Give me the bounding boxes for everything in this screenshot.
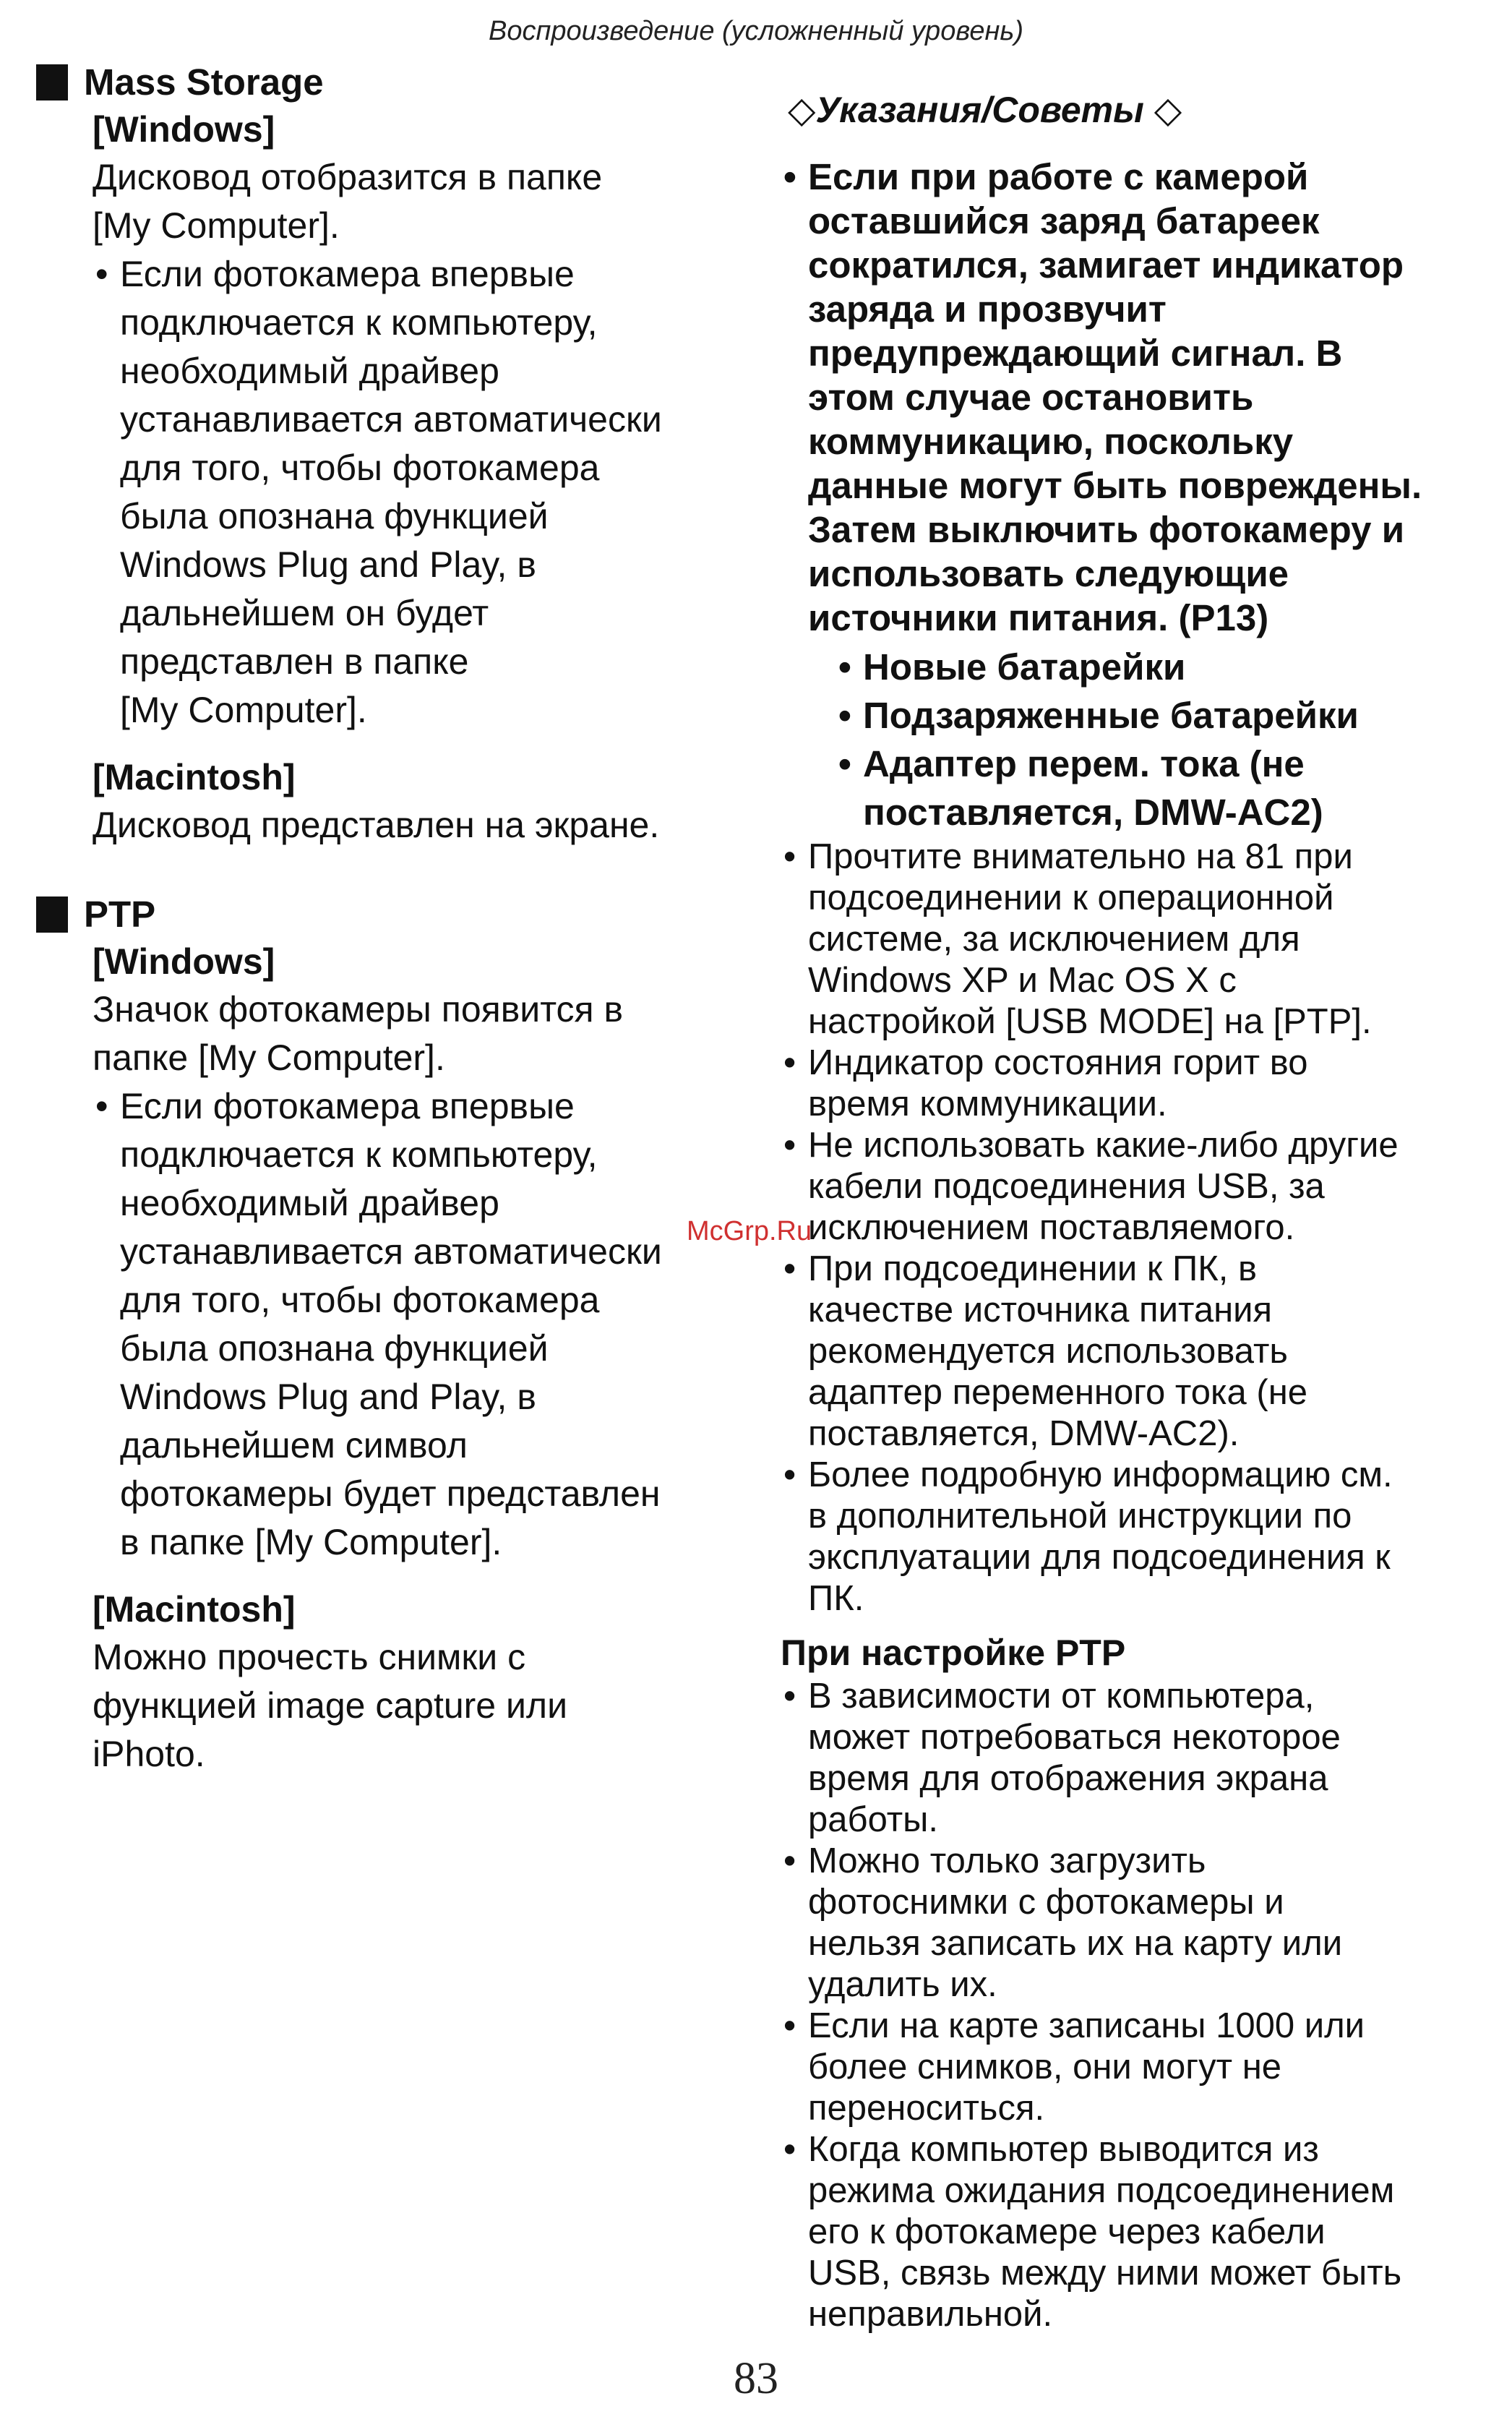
text-line: Windows Plug and Play, в	[120, 544, 536, 585]
list-item	[836, 691, 1503, 740]
text-line: сократился, замигает индикатор	[808, 244, 1404, 286]
left-column	[36, 59, 766, 1779]
text-line: в папке [My Computer].	[120, 1522, 502, 1562]
text-line: источники питания. (P13)	[808, 597, 1269, 638]
diamond-icon: ◇	[788, 90, 816, 130]
text-line: представлен в папке	[120, 641, 469, 682]
text-line: • Когда компьютер выводится из	[808, 2130, 1319, 2169]
text-line: заряда и прозвучит	[808, 288, 1167, 330]
list-item	[781, 1676, 1503, 1841]
text-line: время коммуникации.	[808, 1084, 1167, 1124]
ptp-title: PTP	[84, 894, 156, 935]
tips-heading	[788, 87, 1503, 133]
text-line: устанавливается автоматически	[120, 1231, 662, 1272]
notes-list	[781, 836, 1503, 1619]
list-item	[93, 250, 766, 735]
text-line: для того, чтобы фотокамера	[120, 1280, 600, 1320]
text-line: качестве источника питания	[808, 1291, 1273, 1330]
list-item	[781, 2129, 1503, 2335]
list-item	[781, 1249, 1503, 1455]
ptp-heading	[36, 891, 766, 938]
list-item	[781, 1043, 1503, 1125]
text-line: удалить их.	[808, 1965, 997, 2004]
running-header: Воспроизведение (усложненный уровень)	[488, 16, 1024, 46]
text-line: адаптер переменного тока (не	[808, 1373, 1308, 1412]
text-line: рекомендуется использовать	[808, 1332, 1288, 1371]
square-bullet-icon	[36, 64, 68, 100]
mass-storage-bullets	[93, 250, 766, 735]
diamond-icon: ◇	[1154, 90, 1182, 130]
text-line: в дополнительной инструкции по	[808, 1497, 1352, 1536]
text-line: • Прочтите внимательно на 81 при	[808, 837, 1353, 876]
text-line: фотокамеры будет представлен	[120, 1473, 661, 1514]
text-line: папке [My Computer].	[93, 1037, 445, 1078]
square-bullet-icon	[36, 896, 68, 933]
text-line: Дисковод отобразится в папке	[93, 157, 603, 197]
text-line: Windows XP и Mac OS X с	[808, 961, 1237, 1000]
text-line: • В зависимости от компьютера,	[808, 1677, 1315, 1716]
ptp-windows-text	[93, 985, 766, 1082]
text-line: • Если на карте записаны 1000 или	[808, 2006, 1365, 2045]
text-line: кабели подсоединения USB, за	[808, 1167, 1325, 1206]
text-line: дальнейшем символ	[120, 1425, 468, 1465]
text-line: • При подсоединении к ПК, в	[808, 1249, 1257, 1288]
text-line: • Адаптер перем. тока (не	[863, 743, 1305, 784]
power-source-list	[836, 643, 1503, 836]
mass-storage-heading	[36, 59, 766, 106]
text-line: [My Computer].	[120, 690, 367, 730]
text-line: подключается к компьютеру,	[120, 302, 598, 343]
text-line: функцией image capture или	[93, 1685, 568, 1726]
mass-storage-mac-text: Дисковод представлен на экране.	[93, 805, 660, 845]
ptp-windows-label: [Windows]	[93, 941, 275, 982]
list-item	[836, 740, 1503, 836]
list-item	[781, 1841, 1503, 2006]
ptp-mac-text	[93, 1633, 766, 1779]
text-line: iPhoto.	[93, 1734, 205, 1774]
text-line: Затем выключить фотокамеру и	[808, 509, 1405, 550]
ptp-notes-list	[781, 1676, 1503, 2335]
text-line: дальнейшем он будет	[120, 593, 489, 633]
text-line: необходимый драйвер	[120, 1183, 499, 1223]
text-line: нельзя записать их на карту или	[808, 1924, 1343, 1963]
list-item	[836, 643, 1503, 691]
text-line: подключается к компьютеру,	[120, 1134, 598, 1175]
text-line: подсоединении к операционной	[808, 878, 1334, 917]
mass-storage-title: Mass Storage	[84, 61, 324, 103]
text-line: • Более подробную информацию см.	[808, 1455, 1393, 1494]
text-line: • Не использовать какие-либо другие	[808, 1126, 1399, 1165]
text-line: [My Computer].	[93, 205, 340, 246]
tips-title: Указания/Советы	[815, 90, 1144, 130]
mass-storage-mac-label: [Macintosh]	[93, 757, 296, 797]
text-line: фотоснимки с фотокамеры и	[808, 1883, 1284, 1922]
watermark: McGrp.Ru	[687, 1216, 812, 1246]
text-line: • Новые батарейки	[863, 646, 1186, 688]
mass-storage-windows-text	[93, 153, 766, 250]
text-line: была опознана функцией	[120, 1328, 549, 1369]
ptp-body	[93, 938, 766, 1779]
text-line: данные могут быть повреждены.	[808, 465, 1422, 506]
page-number: 83	[734, 2354, 778, 2403]
text-line: системе, за исключением для	[808, 920, 1300, 959]
text-line: необходимый драйвер	[120, 351, 499, 391]
text-line: использовать следующие	[808, 553, 1289, 594]
text-line: коммуникацию, поскольку	[808, 421, 1294, 462]
ptp-settings-heading: При настройке PTP	[781, 1632, 1126, 1673]
list-item	[93, 1082, 766, 1567]
text-line: его к фотокамере через кабели	[808, 2212, 1326, 2251]
text-line: может потребоваться некоторое	[808, 1718, 1341, 1757]
text-line: Значок фотокамеры появится в	[93, 989, 624, 1030]
list-item	[781, 155, 1503, 836]
list-item	[781, 836, 1503, 1043]
text-line: USB, связь между ними может быть	[808, 2254, 1402, 2293]
list-item	[781, 1455, 1503, 1619]
text-line: неправильной.	[808, 2295, 1053, 2334]
text-line: устанавливается автоматически	[120, 399, 662, 440]
text-line: исключением поставляемого.	[808, 1208, 1295, 1247]
list-item	[781, 2006, 1503, 2129]
text-line: переноситься.	[808, 2089, 1045, 2128]
warning-list	[781, 155, 1503, 836]
text-line: предупреждающий сигнал. В	[808, 333, 1343, 374]
text-line: более снимков, они могут не	[808, 2047, 1282, 2087]
mass-storage-windows-label: [Windows]	[93, 109, 275, 150]
text-line: время для отображения экрана	[808, 1759, 1328, 1798]
text-line: этом случае остановить	[808, 377, 1254, 418]
text-line: для того, чтобы фотокамера	[120, 448, 600, 488]
text-line: настройкой [USB MODE] на [PTP].	[808, 1002, 1372, 1041]
text-line: • Если фотокамера впервые	[120, 254, 575, 294]
text-line: оставшийся заряд батареек	[808, 200, 1320, 241]
text-line: Windows Plug and Play, в	[120, 1377, 536, 1417]
text-line: режима ожидания подсоединением	[808, 2171, 1395, 2210]
text-line: • Подзаряженные батарейки	[863, 695, 1359, 736]
ptp-bullets	[93, 1082, 766, 1567]
text-line: была опознана функцией	[120, 496, 549, 536]
text-line: • Если фотокамера впервые	[120, 1086, 575, 1126]
text-line: ПК.	[808, 1579, 864, 1618]
text-line: работы.	[808, 1800, 939, 1839]
right-column	[781, 59, 1503, 2335]
text-line: • Можно только загрузить	[808, 1841, 1206, 1880]
text-line: • Если при работе с камерой	[808, 156, 1309, 197]
text-line: Можно прочесть снимки с	[93, 1637, 526, 1677]
text-line: • Индикатор состояния горит во	[808, 1043, 1308, 1082]
ptp-mac-label: [Macintosh]	[93, 1589, 296, 1630]
text-line: поставляется, DMW-AC2)	[863, 792, 1323, 833]
text-line: поставляется, DMW-AC2).	[808, 1414, 1240, 1453]
text-line: эксплуатации для подсоединения к	[808, 1538, 1391, 1577]
mass-storage-body	[93, 106, 766, 850]
list-item	[781, 1125, 1503, 1249]
